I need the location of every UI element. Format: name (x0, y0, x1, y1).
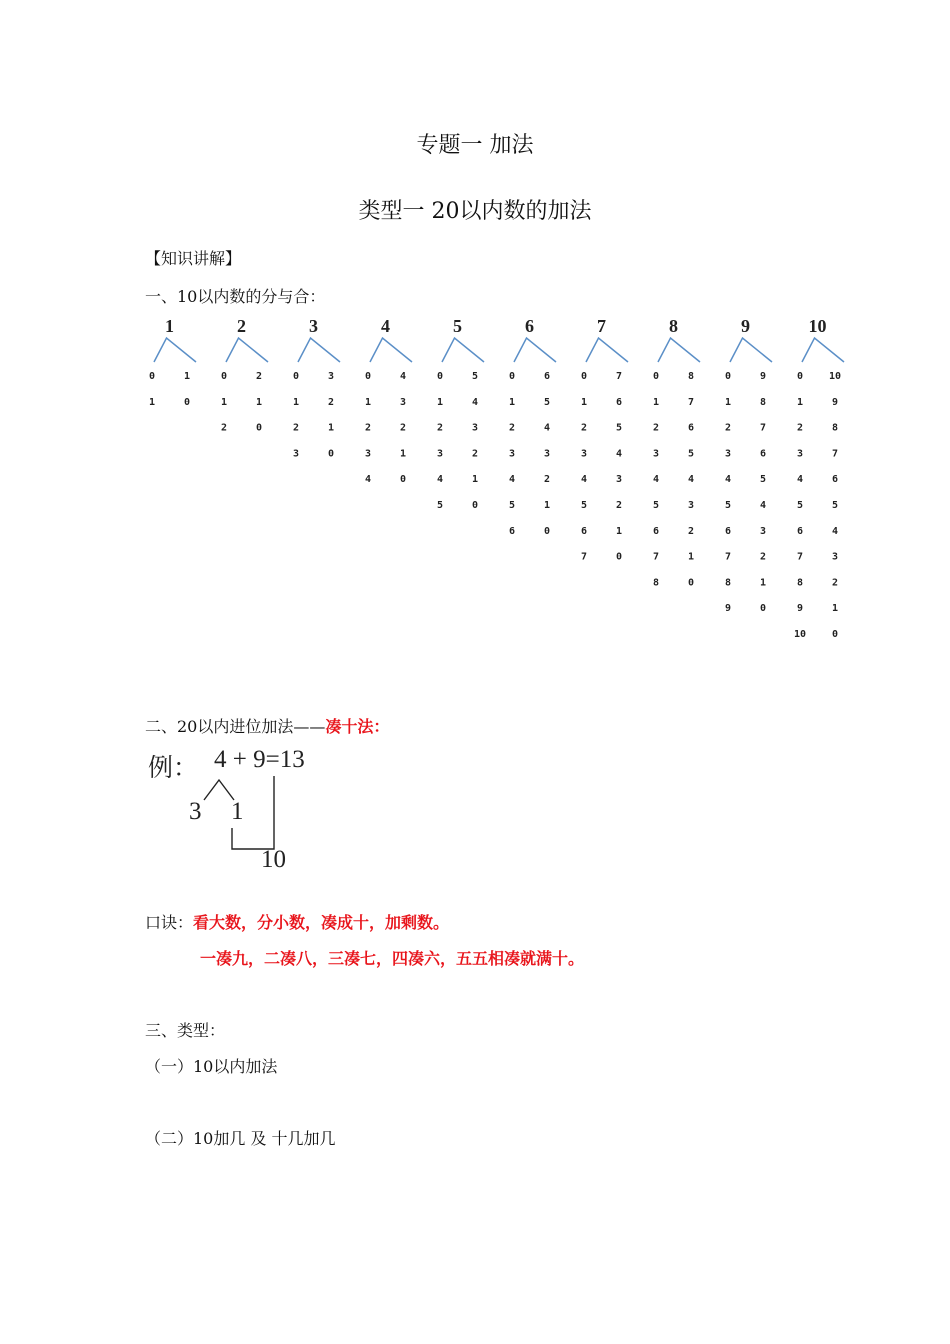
decomp-part-5-0-1: 5 (471, 371, 479, 382)
decomp-part-9-7-0: 7 (724, 551, 732, 563)
example-sum-ten: 10 (261, 846, 286, 873)
decomp-part-10-5-1: 5 (831, 500, 839, 511)
decomp-part-10-8-0: 8 (796, 577, 804, 589)
decomp-part-4-4-1: 0 (399, 474, 407, 486)
decomp-part-8-2-0: 2 (652, 422, 660, 434)
decomp-part-8-8-1: 0 (687, 577, 695, 589)
decomp-part-9-0-1: 9 (759, 371, 767, 382)
decomp-part-10-7-1: 3 (831, 551, 839, 563)
decomp-part-4-3-1: 1 (399, 448, 407, 460)
page-subtitle: 类型一 20以内数的加法 (358, 199, 592, 224)
mnemonic-label: 口诀： (145, 913, 194, 932)
decomp-total-7: 7 (597, 316, 606, 336)
decomp-part-9-2-1: 7 (759, 422, 767, 434)
decomp-part-7-0-1: 7 (615, 371, 623, 382)
decomp-part-2-2-0: 2 (220, 422, 228, 434)
decomp-part-6-2-0: 2 (508, 422, 516, 434)
decomp-part-6-6-1: 0 (543, 525, 551, 537)
decomp-total-8: 8 (669, 316, 678, 336)
decomp-part-7-2-1: 5 (615, 422, 623, 434)
decomp-part-5-1-0: 1 (436, 396, 444, 408)
page-title: 专题一 加法 (416, 133, 534, 158)
decomp-part-6-5-0: 5 (508, 500, 516, 511)
decomp-part-6-0-0: 0 (508, 371, 516, 382)
decomp-part-7-4-1: 3 (615, 474, 623, 486)
decomp-part-2-0-0: 0 (220, 371, 228, 382)
decomp-part-10-10-0: 10 (793, 629, 807, 640)
decomp-part-3-1-0: 1 (292, 396, 300, 408)
example-split-lines (0, 0, 400, 900)
decomp-total-5: 5 (453, 316, 462, 336)
decomp-part-6-3-1: 3 (543, 448, 551, 460)
decomp-part-1-0-1: 1 (183, 371, 191, 382)
decomp-part-10-2-0: 2 (796, 422, 804, 434)
decomp-total-10: 10 (808, 316, 827, 336)
decomp-part-9-5-0: 5 (724, 500, 732, 511)
decomp-part-5-2-1: 3 (471, 422, 479, 434)
decomp-part-8-1-1: 7 (687, 396, 695, 408)
decomp-part-7-0-0: 0 (580, 371, 588, 382)
decomp-part-3-3-0: 3 (292, 448, 300, 460)
knowledge-header: 【知识讲解】 (145, 249, 242, 268)
decomp-part-3-0-1: 3 (327, 371, 335, 382)
decomp-part-10-7-0: 7 (796, 551, 804, 563)
decomp-part-2-0-1: 2 (255, 371, 263, 382)
section3-heading: 三、类型： (145, 1021, 226, 1040)
decomp-part-9-1-1: 8 (759, 396, 767, 408)
section3-sub1: （一）10以内加法 (145, 1057, 278, 1076)
decomp-part-10-6-0: 6 (796, 525, 804, 537)
decomp-part-9-2-0: 2 (724, 422, 732, 434)
decomp-part-3-3-1: 0 (327, 448, 335, 460)
section2-method: 凑十法： (325, 717, 390, 736)
decomp-part-8-7-0: 7 (652, 551, 660, 563)
decomp-part-5-4-1: 1 (471, 474, 479, 486)
decomp-part-8-2-1: 6 (687, 422, 695, 434)
decomp-part-4-2-0: 2 (364, 422, 372, 434)
decomp-part-10-0-1: 10 (828, 371, 842, 382)
decomp-part-9-3-1: 6 (759, 448, 767, 460)
decomp-part-9-6-1: 3 (759, 525, 767, 537)
decomp-part-7-7-0: 7 (580, 551, 588, 563)
decomp-part-9-0-0: 0 (724, 371, 732, 382)
decomp-part-6-2-1: 4 (543, 422, 551, 434)
decomp-part-10-10-1: 0 (831, 629, 839, 640)
decomp-part-9-6-0: 6 (724, 525, 732, 537)
decomp-total-6: 6 (525, 316, 534, 336)
decomp-part-7-1-1: 6 (615, 396, 623, 408)
decomp-part-7-5-1: 2 (615, 500, 623, 511)
section2-heading-prefix: 二、20以内进位加法—— (145, 717, 326, 736)
decomp-total-3: 3 (309, 316, 318, 336)
example-split-right: 1 (231, 798, 244, 825)
decomp-part-3-1-1: 2 (327, 396, 335, 408)
decomp-part-5-1-1: 4 (471, 396, 479, 408)
decomp-part-1-1-0: 1 (148, 396, 156, 408)
decomp-total-9: 9 (741, 316, 750, 336)
decomp-part-10-4-1: 6 (831, 474, 839, 486)
decomp-part-8-3-0: 3 (652, 448, 660, 460)
decomp-part-9-1-0: 1 (724, 396, 732, 408)
decomp-part-10-1-0: 1 (796, 396, 804, 408)
decomp-part-5-5-1: 0 (471, 500, 479, 511)
example-equation: 4 + 9=13 (214, 746, 305, 773)
decomp-part-2-2-1: 0 (255, 422, 263, 434)
decomp-part-9-7-1: 2 (759, 551, 767, 563)
decomp-part-4-3-0: 3 (364, 448, 372, 460)
decomp-part-10-0-0: 0 (796, 371, 804, 382)
decomp-total-1: 1 (165, 316, 174, 336)
decomp-part-10-5-0: 5 (796, 500, 804, 511)
decomp-part-5-3-1: 2 (471, 448, 479, 460)
decomp-part-7-4-0: 4 (580, 474, 588, 486)
decomp-part-6-5-1: 1 (543, 500, 551, 511)
decomp-part-7-3-0: 3 (580, 448, 588, 460)
decomp-part-10-9-0: 9 (796, 603, 804, 615)
decomp-part-7-2-0: 2 (580, 422, 588, 434)
decomp-part-7-6-0: 6 (580, 525, 588, 537)
decomp-part-5-5-0: 5 (436, 500, 444, 511)
mnemonic-text-1: 看大数，分小数，凑成十，加剩数。 (193, 913, 450, 932)
decomp-part-6-4-1: 2 (543, 474, 551, 486)
decomp-part-6-0-1: 6 (543, 371, 551, 382)
decomp-part-5-0-0: 0 (436, 371, 444, 382)
decomp-part-10-3-1: 7 (831, 448, 839, 460)
section3-sub2: （二）10加几 及 十几加几 (145, 1129, 336, 1148)
decomp-part-7-3-1: 4 (615, 448, 623, 460)
decomp-branch-7 (586, 338, 628, 362)
decomp-total-2: 2 (237, 316, 246, 336)
decomp-part-10-6-1: 4 (831, 525, 839, 537)
decomp-part-6-6-0: 6 (508, 525, 516, 537)
decomp-part-4-4-0: 4 (364, 474, 372, 486)
example-label: 例： (148, 755, 199, 782)
decomp-branch-10 (802, 338, 844, 362)
decomp-part-9-8-1: 1 (759, 577, 767, 589)
decomp-part-9-9-1: 0 (759, 603, 767, 615)
mnemonic-text-2: 一凑九，二凑八，三凑七，四凑六，五五相凑就满十。 (200, 949, 585, 968)
decomp-part-4-1-1: 3 (399, 396, 407, 408)
decomp-part-8-5-1: 3 (687, 500, 695, 511)
decomp-part-9-9-0: 9 (724, 603, 732, 615)
decomp-part-3-2-1: 1 (327, 422, 335, 434)
decomp-part-4-0-1: 4 (399, 371, 407, 382)
decomp-part-9-4-0: 4 (724, 474, 732, 486)
decomp-part-10-3-0: 3 (796, 448, 804, 460)
decomp-part-5-2-0: 2 (436, 422, 444, 434)
decomp-part-6-3-0: 3 (508, 448, 516, 460)
decomp-total-4: 4 (381, 316, 390, 336)
decomp-part-10-1-1: 9 (831, 396, 839, 408)
decomp-part-10-4-0: 4 (796, 474, 804, 486)
decomp-part-8-0-1: 8 (687, 371, 695, 382)
decomp-part-10-8-1: 2 (831, 577, 839, 589)
decomp-branch-8 (658, 338, 700, 362)
decomp-part-4-0-0: 0 (364, 371, 372, 382)
decomp-part-5-4-0: 4 (436, 474, 444, 486)
mnemonic-line1 (145, 910, 449, 933)
decomp-part-3-0-0: 0 (292, 371, 300, 382)
decomp-part-10-9-1: 1 (831, 603, 839, 615)
decomp-branch-5 (442, 338, 484, 362)
decomp-part-1-0-0: 0 (148, 371, 156, 382)
decomp-part-7-5-0: 5 (580, 500, 588, 511)
decomp-part-7-7-1: 0 (615, 551, 623, 563)
decomp-part-6-4-0: 4 (508, 474, 516, 486)
decomp-part-8-4-1: 4 (687, 474, 695, 486)
decomp-branch-9 (730, 338, 772, 362)
decomp-part-8-0-0: 0 (652, 371, 660, 382)
decomp-part-8-1-0: 1 (652, 396, 660, 408)
decomp-part-8-8-0: 8 (652, 577, 660, 589)
decomp-part-7-1-0: 1 (580, 396, 588, 408)
decomp-part-2-1-1: 1 (255, 396, 263, 408)
decomp-part-8-6-0: 6 (652, 525, 660, 537)
decomp-part-1-1-1: 0 (183, 396, 191, 408)
decomp-part-10-2-1: 8 (831, 422, 839, 434)
decomp-part-4-1-0: 1 (364, 396, 372, 408)
decomp-part-6-1-0: 1 (508, 396, 516, 408)
decomp-part-8-3-1: 5 (687, 448, 695, 460)
decomp-part-9-4-1: 5 (759, 474, 767, 486)
decomp-part-9-5-1: 4 (759, 500, 767, 511)
decomp-part-8-5-0: 5 (652, 500, 660, 511)
decomp-part-8-7-1: 1 (687, 551, 695, 563)
decomp-part-9-3-0: 3 (724, 448, 732, 460)
decomp-part-5-3-0: 3 (436, 448, 444, 460)
decomp-branch-6 (514, 338, 556, 362)
decomp-part-8-4-0: 4 (652, 474, 660, 486)
decomp-part-4-2-1: 2 (399, 422, 407, 434)
decomp-part-2-1-0: 1 (220, 396, 228, 408)
example-split-left: 3 (189, 798, 202, 825)
decomp-part-9-8-0: 8 (724, 577, 732, 589)
decomp-part-6-1-1: 5 (543, 396, 551, 408)
decomp-part-8-6-1: 2 (687, 525, 695, 537)
section1-heading: 一、10以内数的分与合： (145, 287, 326, 306)
decomp-part-3-2-0: 2 (292, 422, 300, 434)
decomp-part-7-6-1: 1 (615, 525, 623, 537)
